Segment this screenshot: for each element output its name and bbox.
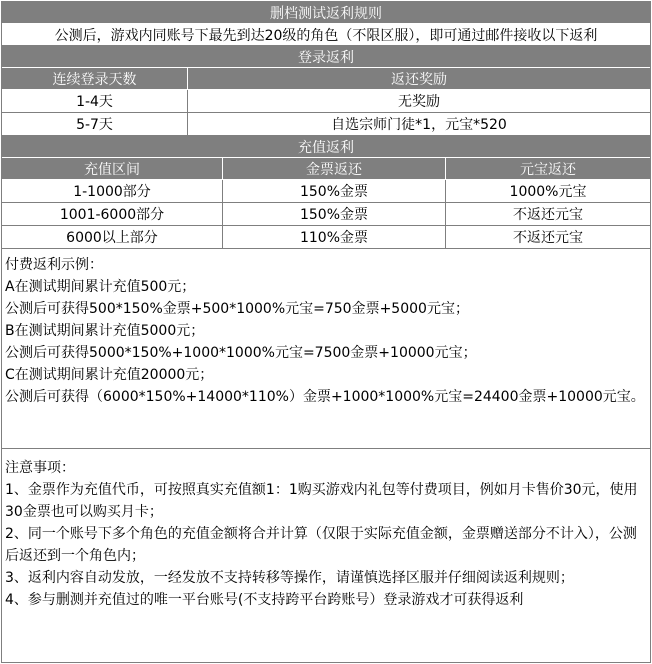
- login-days-cell: 5-7天: [76, 117, 113, 133]
- example-line: B在测试期间累计充值5000元；: [5, 323, 205, 339]
- login-days-cell: 1-4天: [76, 94, 113, 110]
- notes-heading: 注意事项：: [5, 460, 75, 476]
- recharge-table-row: [2, 203, 650, 226]
- recharge-ticket-cell: 150%金票: [222, 180, 445, 202]
- recharge-header-ticket: 金票返还: [222, 158, 445, 179]
- recharge-ticket-cell: 150%金票: [222, 203, 445, 225]
- login-section-title: 登录返利: [2, 46, 650, 68]
- login-reward-cell: 自选宗师门徒*1，元宝*520: [187, 113, 650, 135]
- recharge-ingot-cell: 不返还元宝: [445, 226, 650, 248]
- recharge-ticket-cell: 110%金票: [222, 226, 445, 248]
- recharge-range-cell: 6000以上部分: [66, 230, 158, 246]
- login-header-days: 连续登录天数: [52, 71, 137, 88]
- login-header-reward: 返还奖励: [187, 68, 650, 89]
- rebate-rules-document: [1, 1, 651, 663]
- example-line: 公测后可获得500*150%金票+500*1000%元宝=750金票+5000元宝；: [5, 301, 469, 317]
- note-item: 4、参与删测并充值过的唯一平台账号(不支持跨平台跨账号）登录游戏才可获得返利: [5, 592, 524, 608]
- recharge-ingot-cell: 不返还元宝: [445, 203, 650, 225]
- recharge-table-row: [2, 226, 650, 249]
- login-table-row: [2, 113, 650, 136]
- payment-rebate-examples: [2, 249, 650, 449]
- login-table-header: [2, 68, 650, 90]
- example-line: C在测试期间累计充值20000元；: [5, 367, 214, 383]
- example-line: 公测后可获得5000*150%+1000*1000%元宝=7500金票+10000元宝；: [5, 345, 477, 361]
- document-title: 删档测试返利规则: [2, 2, 650, 24]
- example-line: A在测试期间累计充值500元；: [5, 279, 196, 295]
- example-line: 公测后可获得（6000*150%+14000*110%）金票+1000*1000%元宝=24400金票+10000元宝。: [5, 389, 645, 405]
- recharge-ingot-cell: 1000%元宝: [445, 180, 650, 202]
- eligibility-notice: 公测后，游戏内同账号下最先到达20级的角色（不限区服），即可通过邮件接收以下返利: [2, 24, 650, 46]
- note-item: 2、同一个账号下多个角色的充值金额将合并计算（仅限于实际充值金额，金票赠送部分不计入），公测后返还到一个角色内；: [5, 526, 637, 564]
- recharge-header-ingot: 元宝返还: [445, 158, 650, 179]
- recharge-table-header: [2, 158, 650, 180]
- note-item: 1、金票作为充值代币，可按照真实充值额1：1购买游戏内礼包等付费项目，例如月卡售价30元，使用30金票也可以购买月卡；: [5, 482, 638, 520]
- recharge-header-range: 充值区间: [84, 161, 140, 178]
- login-reward-cell: 无奖励: [187, 90, 650, 112]
- recharge-section-title: 充值返利: [2, 136, 650, 158]
- notes-section: [2, 449, 650, 611]
- recharge-range-cell: 1-1000部分: [73, 184, 151, 200]
- recharge-table-row: [2, 180, 650, 203]
- login-table-row: [2, 90, 650, 113]
- note-item: 3、返利内容自动发放，一经发放不支持转移等操作，请谨慎选择区服并仔细阅读返利规则；: [5, 570, 574, 586]
- recharge-range-cell: 1001-6000部分: [59, 207, 165, 223]
- examples-heading: 付费返利示例：: [5, 257, 103, 273]
